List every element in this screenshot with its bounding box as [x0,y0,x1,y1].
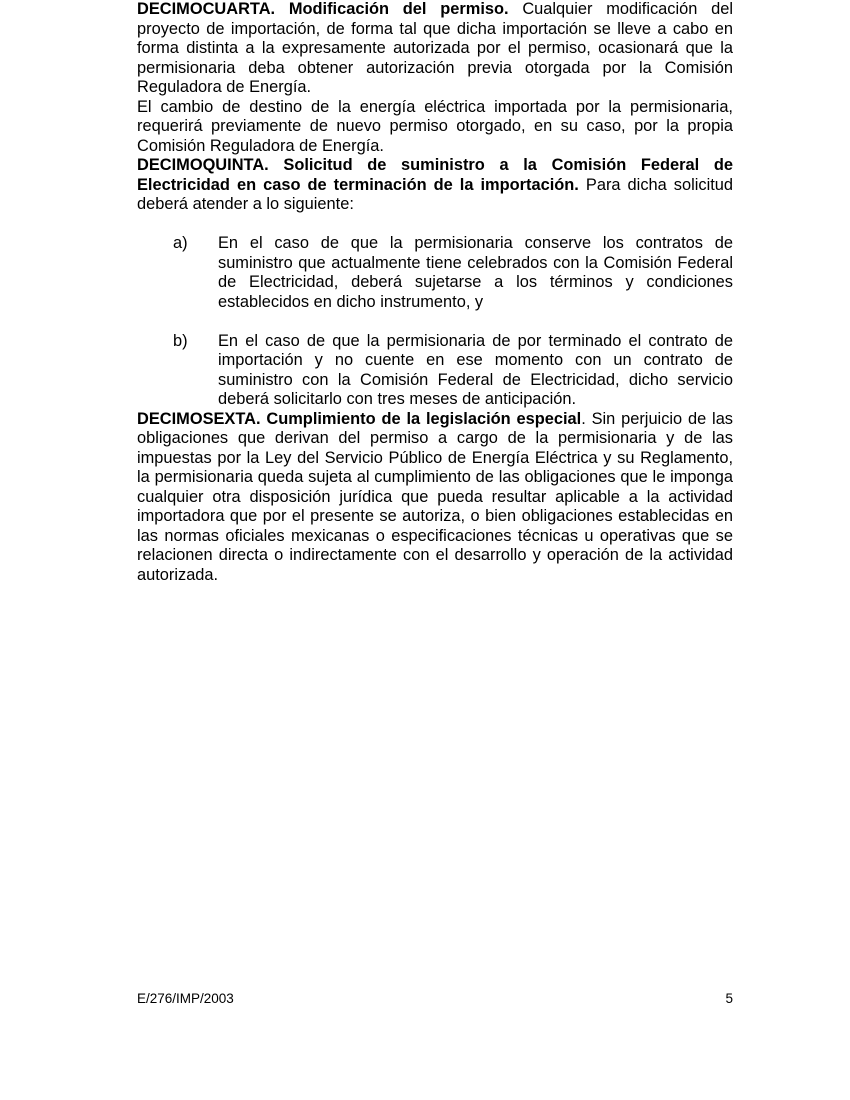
document-content [137,0,733,585]
list-item-b-marker: b) [173,331,188,350]
page-number: 5 [725,991,733,1006]
clause-15-paragraph [137,156,733,215]
list-item-a [137,234,733,312]
clause-14-paragraph-2: El cambio de destino de la energía eléctrica importada por la permisionaria, requerirá previamente de nuevo permiso otorgado, en su caso, por la propia Comisión Reguladora de Energía. [137,97,733,155]
clause-16-paragraph [137,410,733,586]
page-footer [137,991,733,1007]
clause-16-heading: DECIMOSEXTA. Cumplimiento de la legislación especial [137,409,582,428]
clause-14-heading: DECIMOCUARTA. Modificación del permiso. [137,0,509,18]
clause-16-body: . Sin perjuicio de las obligaciones que derivan del permiso a cargo de la permisionaria y de las impuestas por la Ley del Servicio Público de Energía Eléctrica y su Reglamento, la permisionaria queda sujeta al cumplimiento de las obligaciones que le imponga cualquier otra disposición jurídica que pueda resultar aplicable a la actividad importadora que por el presente se autoriza, o bien obligaciones establecidas en las normas oficiales mexicanas o especificaciones técnicas u operativas que se relacionen directa o indirectamente con el desarrollo y operación de la actividad autorizada. [137,409,734,584]
list-item-b-text: En el caso de que la permisionaria de por terminado el contrato de importación y no cuente en ese momento con un contrato de suministro con la Comisión Federal de Electricidad, dicho servicio deberá solicitarlo con tres meses de anticipación. [218,331,733,408]
list-item-a-text: En el caso de que la permisionaria conserve los contratos de suministro que actualmente tiene celebrados con la Comisión Federal de Electricidad, deberá sujetarse a los términos y condiciones establecidos en dicho instrumento, y [218,234,733,311]
list-item-a-marker: a) [173,234,188,252]
list-item-b [137,332,733,410]
clause-14-paragraph [137,0,733,98]
clause-15-body: Para dicha solicitud deberá atender a lo siguiente: [137,175,733,213]
document-reference: E/276/IMP/2003 [137,991,234,1006]
clause-14-body: Cualquier modificación del proyecto de importación, de forma tal que dicha importación se lleve a cabo en forma distinta a la expresamente autorizada por el permiso, ocasionará que la permisionaria deba obtener autorización previa otorgada por la Comisión Reguladora de Energía. [137,0,733,96]
clause-15-heading: DECIMOQUINTA. Solicitud de suministro a la Comisión Federal de Electricidad en caso de terminación de la importación. [137,156,733,194]
